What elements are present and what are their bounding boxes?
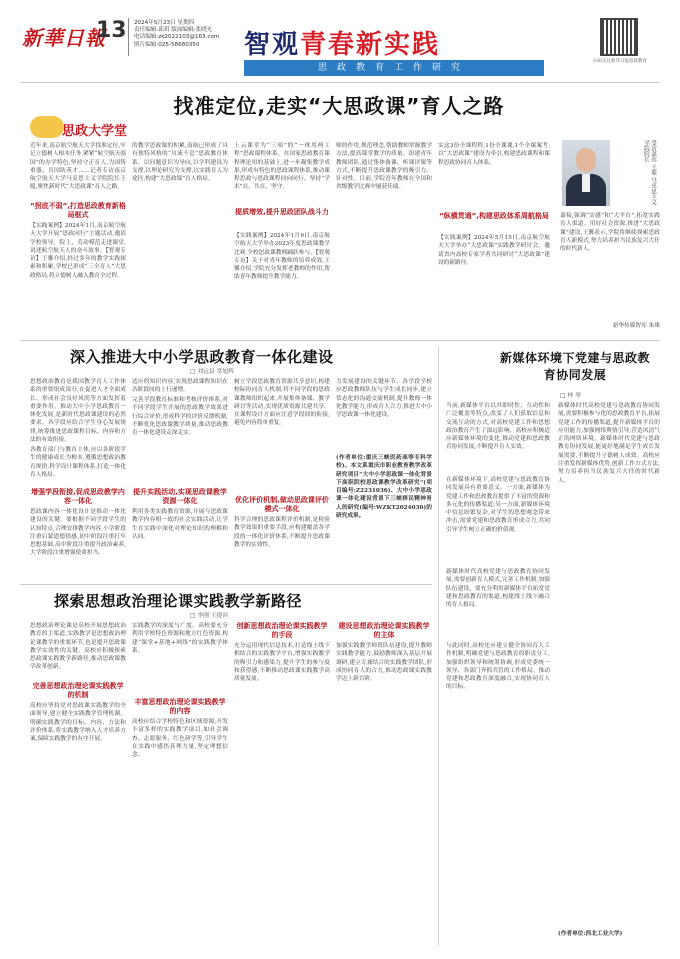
article1-p2: 思政课内容一体化设计是推动一体化建设的关键。要根据不同学段学生的认知特点,合理安排教学内容,小学阶段注重启蒙道德情感,初中阶段注重打牢思想基础,高中阶段注重提升政治素养,大学阶段注重增强使命担当。 [30, 509, 126, 557]
article3-p5: 充分运用现代信息技术,打造线上线下相结合的实践教学平台,增强实践教学的吸引力和感染力,提升学生的参与度和获得感,不断推动思政课实践教学高质量发展。 [234, 643, 330, 683]
section-rule-1 [20, 340, 660, 341]
article3-p6: 加强实践教学师资队伍建设,提升教师实践教学能力,鼓励教师深入基层开展调研,建立专兼结合的实践教学团队,形成协同育人的合力,推动思政课实践教学迈上新台阶。 [336, 643, 432, 683]
interview-subhead-2: 提质增效,提升思政团队战斗力 [235, 208, 329, 216]
interview-subhead-3: “纵横贯通”,构建思政体系周航格局 [439, 212, 549, 220]
article3-p2: 高校应坚持党对思政课实践教学的全面领导,建立健全实践教学管理机制。明确实践教学的目标、内容、方法和评价体系,将实践教学纳入人才培养方案,保障实践教学的有序开展。 [30, 703, 126, 743]
meta-editor: 责任编辑:邱玥 版面编辑:张晓光 [134, 27, 213, 34]
interview-body-3b: 【实践案例】2024年1月9日,南京航空航天大学举办2023年度思政课教学比赛,全校思政课教师踊跃参与。【智观专访】关于对青年教师的培养成效,王馨介绍,学院充分发挥老教师的作用,帮助青年教师提升教学能力。 [234, 233, 330, 281]
article2-footnote: (作者单位:西北工业大学) [558, 931, 623, 937]
article1-byline: □ 刘远县 常旭辉 [190, 369, 234, 375]
masthead-rule [20, 82, 660, 83]
masthead-divider [128, 18, 129, 56]
article3-subhead-2: 丰富思想政治理论课实践教学的内容 [134, 698, 226, 715]
interview-body-5: 实这3份全课程程,1份全课课,1个全课案考,以“大思政课”建设为牵引,构建思政课程和课程思政协同育人体系。 [438, 143, 550, 166]
interview-body-6: 嘉接,强调“实感”和“大平台”,拓宽实践育人渠道。用好社会资源,推进“大思政课”建设,王馨表示,学院将继续探索思政育人新模式,努力培养担当民族复兴大任的时代新人。 [560, 213, 660, 253]
photo-shirt [582, 174, 590, 192]
newspaper-logo: 新華日報 [22, 26, 106, 50]
article1-subhead-1: 增强学段衔接,促成思政教学内容一体化 [31, 488, 125, 505]
interview-body-2: 的教学思政课的积累,南航已形成了具有独特风格的“川流不息”思政教育体系。以问题意识为导向,以学科建设为支撑,以理论研究为支撑,以实践育人为途径,构建“大思政课”育人格局。 [132, 143, 228, 183]
photo-caption: 受访嘉宾 王聪 马克思主义学院院长 [643, 140, 656, 206]
column-tag: 思政大学堂 [62, 124, 128, 139]
column-divider [438, 346, 439, 946]
article1-subhead-3: 优化评价机制,做动思政课评价模式一体化 [235, 496, 329, 513]
article3-subhead-3: 创新思想政治理论课实践教学的手段 [236, 622, 328, 639]
article1-title: 深入推进大中小学思政教育一体化建设 [70, 348, 334, 366]
article3-subhead-4: 建设思想政治理论课实践教学的主体 [338, 622, 430, 639]
cloud-icon [30, 116, 64, 138]
section-title-part2: 青春新实践 [300, 30, 441, 60]
meta-email: 电话编辑:zk2022103@163.com [134, 34, 220, 41]
article1-footnote: (作者单位:重庆三峡医药高等专科学校)。本文系重庆市职业教育教学改革研究项目“大中小学思政课一体化背景下高职院校思政课教学改革研究”(项目编号:Z2231036)、大中小学思政课一体化建设背景下三峡移民精神育人的研究(编号:WZKT2024036)的研究成果。 [336, 455, 432, 520]
section-title [244, 24, 440, 61]
article3-title: 探索思想政治理论课实践教学新路径 [54, 592, 303, 610]
article1-p3: 适应的知识内容,实现思政课程知识在各阶段间的上行递增。 [132, 379, 228, 394]
article1-p1b: 各教育部门与教育主体,应以各阶段学生的健康成长为根本,遵循思想政治教育规律,科学设计课程体系,打造一体化育人格局。 [30, 447, 126, 478]
article1-p4: 利用各类实践教育资源,开展与思政课教学内容相一致的社会实践活动,让学生在实践中深化对理论知识的理解和认同。 [132, 509, 228, 540]
masthead-meta [134, 20, 244, 49]
interview-body-4: 师的作用,规范理念,帮助教师掌握教学方法,提高课堂教学的质量。组建青年教师团队,通过集体备课、听课评课等方式,不断提升思政课教学的吸引力、针对性。目前,学院青年教师在全国和省级教学比赛中屡获佳绩。 [336, 143, 432, 191]
article1-p3b: 完善学段教育标准和考核评价体系,对不同学段学生开展的思政教学效果进行综合评价,形成科学的评价反馈机制,不断优化思政课教学质量,推动思政教育一体化建设走深走实。 [132, 397, 228, 437]
interview-intro: 近年来,南京航空航天大学找准定位,牢记立德树人根本任务,紧紧“航空航天强国”的办学特色,坚持守正育人,为国铸重器、育国防英才……记者专访南京航空航天大学马克思主义学院院长王聪,聚焦新时代“大思政课”育人之路。 [30, 143, 126, 191]
article1-p6: 科学合理的思政课程评价机制,是检验教学效果的重要手段,应构建覆盖各学段的一体化评价体系,不断提升思政课教学的实效性。 [234, 517, 330, 548]
meta-date: 2024年5月23日 星期四 [134, 20, 195, 26]
interview-body-1: 【实践案例】2024年1月,南京航空航天大学开展“思政同行”主题活动,邀请学校领导、院士、劳动模范走进课堂,讲述航空航天人的奋斗故事。【智观专访】王馨介绍,经过多年的教学实践探索和积累,学校已形成“三全育人”大思政格局,将立德树人融入教育全过程。 [30, 223, 126, 279]
article1-p5: 树立学段思政教育资源共享意识,构建校际协同育人机制,将不同学段的思政课教师组织起来,开展集体备课、教学研讨等活动,实现优质资源共建共享。在课程设计方面应注意学段间的衔接,避免内容简单重复。 [234, 379, 330, 427]
article2-p3: 新媒体时代高校党建与思政教育协同发展,需要创新育人模式,完善工作机制,加强队伍建设。要充分利用新媒体平台拓宽党建和思政教育的渠道,构建线上线下融合的育人格局。 [446, 569, 550, 609]
interview-subhead-1: “拐底不弱”,打造思政教育新格局框式 [30, 202, 126, 219]
article3-byline: □ 李刚 王提滨 [190, 613, 229, 619]
article3-subhead-1: 完善思想政治理论课实践教学的机制 [32, 682, 124, 699]
article1-subhead-2: 提升实践活动,实现思政课教学资源一体化 [133, 488, 227, 505]
article2-col2: 新媒体时代高校党建与思政教育协同发展,需要积极参与化的思政教育平台,拓展党建工作的传播渠道,提升新媒体平台的应用能力,加强网络舆情引导,营造风清气正的网络环境。新媒体时代党建与思政教育协同发展,能更好地满足学生成长发展需要,不断提升立德树人成效。高校应注重发挥新媒体优势,创新工作方式方法,努力培养担当民族复兴大任的时代新人。 [558, 403, 660, 484]
article3-p4: 实践教学的深度与广度。高校要充分利用学校特色资源和地方红色资源,构建“课堂+基地+网络”的实践教学体系。 [132, 623, 228, 654]
article2-byline: □ 林 琴 [560, 393, 581, 399]
section-title-part1: 智观 [244, 30, 301, 60]
article2-p1: 当前,新媒体平台以其即时性、互动性和广泛覆盖等特点,改变了人们获取信息和交流互动的方式,对高校党建工作和思想政治教育产生了深远影响。高校应积极适应新媒体环境的变化,推动党建和思政教育协同发展,不断提升育人实效。 [446, 403, 550, 451]
section-rule-2 [20, 584, 432, 585]
article2-p4: 与此同时,高校还应建立健全协同育人工作机制,明确党建与思政教育的职责分工,加强组织领导和统筹协调,形成党委统一领导、各部门齐抓共管的工作格局。推动党建和思政教育深度融合,实现协同育人的目标。 [446, 643, 550, 691]
article1-p7: 力发展建设的关键环节。各学段学校应思政教师队伍与学生成长同步,建立常态化的沟通交流机制,提升教师一体化教学能力,形成育人合力,推进大中小学思政课一体化建设。 [336, 379, 432, 419]
article2-title: 新媒体环境下党建与思政教育协同发展 [500, 351, 651, 382]
interview-body-5b: 【实践案例】2024年5月15日,南京航空航天大学举办“大思政课”实践教学研讨会。邀请省内高校专家学者共同研讨“大思政课”建设的新路径。 [438, 235, 550, 266]
article3-p3: 高校应结合学校特色和区域资源,开发丰富多样的实践教学项目,如社会调查、志愿服务、红色研学等,引导学生在实践中感悟真理力量,坚定理想信念。 [132, 719, 228, 759]
article2-p2: 在新媒体环境下,高校党建与思政教育协同发展具有重要意义。一方面,新媒体为党建工作和思政教育提供了丰富的资源和多元化的传播渠道;另一方面,新媒体环境中信息纷繁复杂,对学生的思想观念带来冲击,需要党建和思政教育形成合力,共同引导学生树立正确的价值观。 [446, 477, 550, 533]
qr-code-icon[interactable] [600, 18, 638, 56]
interview-reporter: 新华传媒智库 朱珠 [612, 323, 660, 329]
masthead [0, 0, 680, 100]
interviewee-photo [562, 140, 610, 206]
qr-caption: 扫码关注新华日报思政教育 [593, 59, 647, 64]
main-headline: 找准定位,走实“大思政课”育人之路 [173, 94, 505, 118]
section-subtitle-bar: 思政教育工作研究 [244, 60, 544, 76]
photo-head [576, 148, 596, 172]
article3-p1: 思想政治理论课是高校开展思想政治教育的主渠道,实践教学是思想政治理论课教学的重要环节,也是提升思政课教学实效性的关键。高校应积极探索思政课实践教学新路径,推动思政课教学改革创新。 [30, 623, 126, 671]
article1-p1: 思想政治教育是我国教学育人工作体系的重要组成部分,在促进人才全面成长、形成社会良好风尚等方面发挥着重要作用。推动大中小学思政教育一体化发展,是新时代思政课建设的必然要求。各学段应结合学生身心发展规律,统筹推进思政课程目标、内容和方法的有效衔接。 [30, 379, 126, 444]
interview-body-3: 上云课堂为“三项”的“一体用两工程”思政课程体系。在国家思政教育课程理论用的基础上,进一步凝集教学成果,形成有特色的思政课程体系,推动课程思政与思政课程同向同行。坚持“学术”在、共在、坚守。 [234, 143, 330, 191]
page-number: 13 [96, 18, 127, 43]
meta-phone: 照片编辑:025-58680350 [134, 41, 200, 48]
